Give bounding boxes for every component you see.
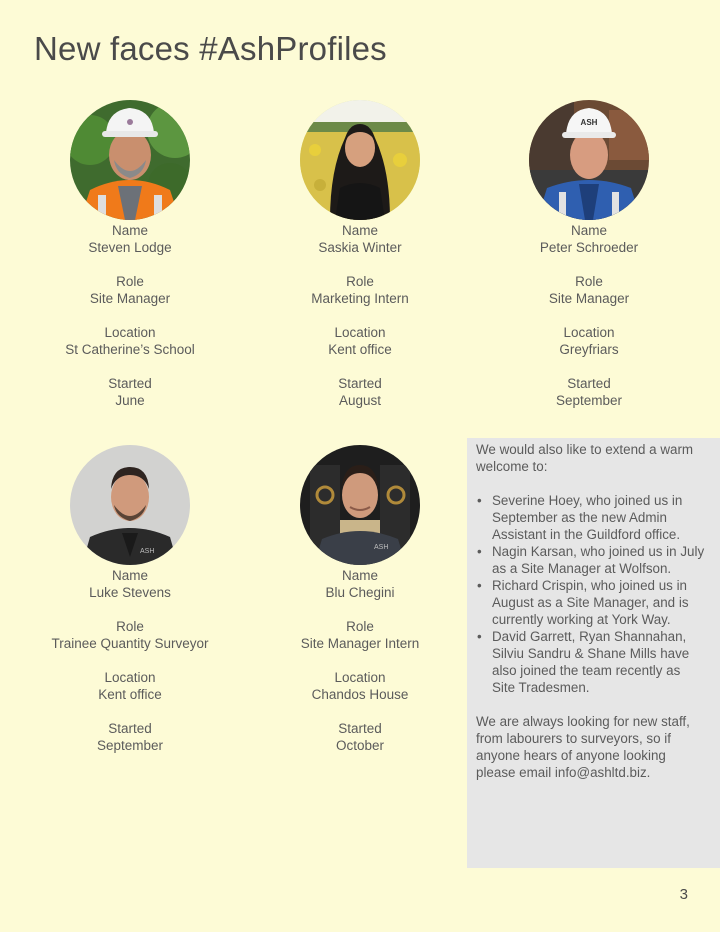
list-item: • Nagin Karsan, who joined us in July as a Site Manager at Wolfson. xyxy=(492,543,706,577)
location-label: Location xyxy=(104,670,156,685)
svg-text:ASH: ASH xyxy=(140,548,155,555)
location-label: Location xyxy=(104,325,156,340)
profile-name: Luke Stevens xyxy=(89,585,171,600)
welcome-list xyxy=(476,492,706,696)
location-label: Location xyxy=(563,325,615,340)
started-label: Started xyxy=(567,376,611,391)
profile-card xyxy=(245,445,475,771)
svg-text:ASH: ASH xyxy=(580,118,598,127)
sidebar-outro: We are always looking for new staff, from labourers to surveyors, so if anyone hears of anyone looking please email info@ashltd.biz. xyxy=(476,714,690,780)
avatar xyxy=(300,445,420,565)
name-label: Name xyxy=(341,568,378,583)
location-label: Location xyxy=(334,670,386,685)
sidebar-intro: We would also like to extend a warm welcome to: xyxy=(476,442,694,474)
name-label: Name xyxy=(341,223,378,238)
avatar xyxy=(529,100,649,220)
profile-role: Marketing Intern xyxy=(311,291,409,306)
profile-card xyxy=(15,445,245,771)
profile-name: Peter Schroeder xyxy=(539,240,639,255)
list-item: • Richard Crispin, who joined us in August as a Site Manager, and is currently working at York Way. xyxy=(492,577,706,628)
role-label: Role xyxy=(346,274,374,289)
profile-card xyxy=(245,100,475,426)
avatar-photo-site-worker xyxy=(70,100,190,220)
role-label: Role xyxy=(116,274,144,289)
name-label: Name xyxy=(111,223,148,238)
svg-text:ASH: ASH xyxy=(374,544,389,551)
avatar-photo-intern xyxy=(300,445,420,565)
page-title: New faces #AshProfiles xyxy=(34,30,387,67)
profile-role: Site Manager xyxy=(89,291,171,306)
profile-location: Chandos House xyxy=(311,687,409,702)
profile-started: September xyxy=(555,393,623,408)
started-label: Started xyxy=(108,376,152,391)
started-label: Started xyxy=(338,376,382,391)
list-item: • David Garrett, Ryan Shannahan, Silviu Sandru & Shane Mills have also joined the team recently as Site Tradesmen. xyxy=(492,628,706,696)
avatar xyxy=(70,100,190,220)
avatar-photo-surveyor xyxy=(70,445,190,565)
role-label: Role xyxy=(116,619,144,634)
page-number: 3 xyxy=(679,886,688,903)
list-item: • Severine Hoey, who joined us in September as the new Admin Assistant in the Guildford office. xyxy=(492,492,706,543)
avatar-photo-intern xyxy=(300,100,420,220)
profile-started: September xyxy=(96,738,164,753)
profile-card xyxy=(474,100,704,426)
profile-name: Saskia Winter xyxy=(318,240,402,255)
profile-name: Steven Lodge xyxy=(88,240,172,255)
name-label: Name xyxy=(570,223,607,238)
profile-started: October xyxy=(335,738,385,753)
welcome-sidebar xyxy=(467,438,720,868)
profile-location: Greyfriars xyxy=(559,342,619,357)
profile-location: Kent office xyxy=(328,342,392,357)
profile-name: Blu Chegini xyxy=(325,585,395,600)
profile-card xyxy=(15,100,245,426)
avatar-photo-site-worker xyxy=(529,100,649,220)
profile-location: St Catherine’s School xyxy=(65,342,195,357)
avatar xyxy=(300,100,420,220)
started-label: Started xyxy=(108,721,152,736)
name-label: Name xyxy=(111,568,148,583)
role-label: Role xyxy=(346,619,374,634)
profile-role: Site Manager Intern xyxy=(300,636,420,651)
location-label: Location xyxy=(334,325,386,340)
profile-location: Kent office xyxy=(98,687,162,702)
role-label: Role xyxy=(575,274,603,289)
profile-started: June xyxy=(115,393,145,408)
profile-role: Site Manager xyxy=(548,291,630,306)
started-label: Started xyxy=(338,721,382,736)
profile-started: August xyxy=(338,393,382,408)
avatar xyxy=(70,445,190,565)
profile-role: Trainee Quantity Surveyor xyxy=(51,636,209,651)
